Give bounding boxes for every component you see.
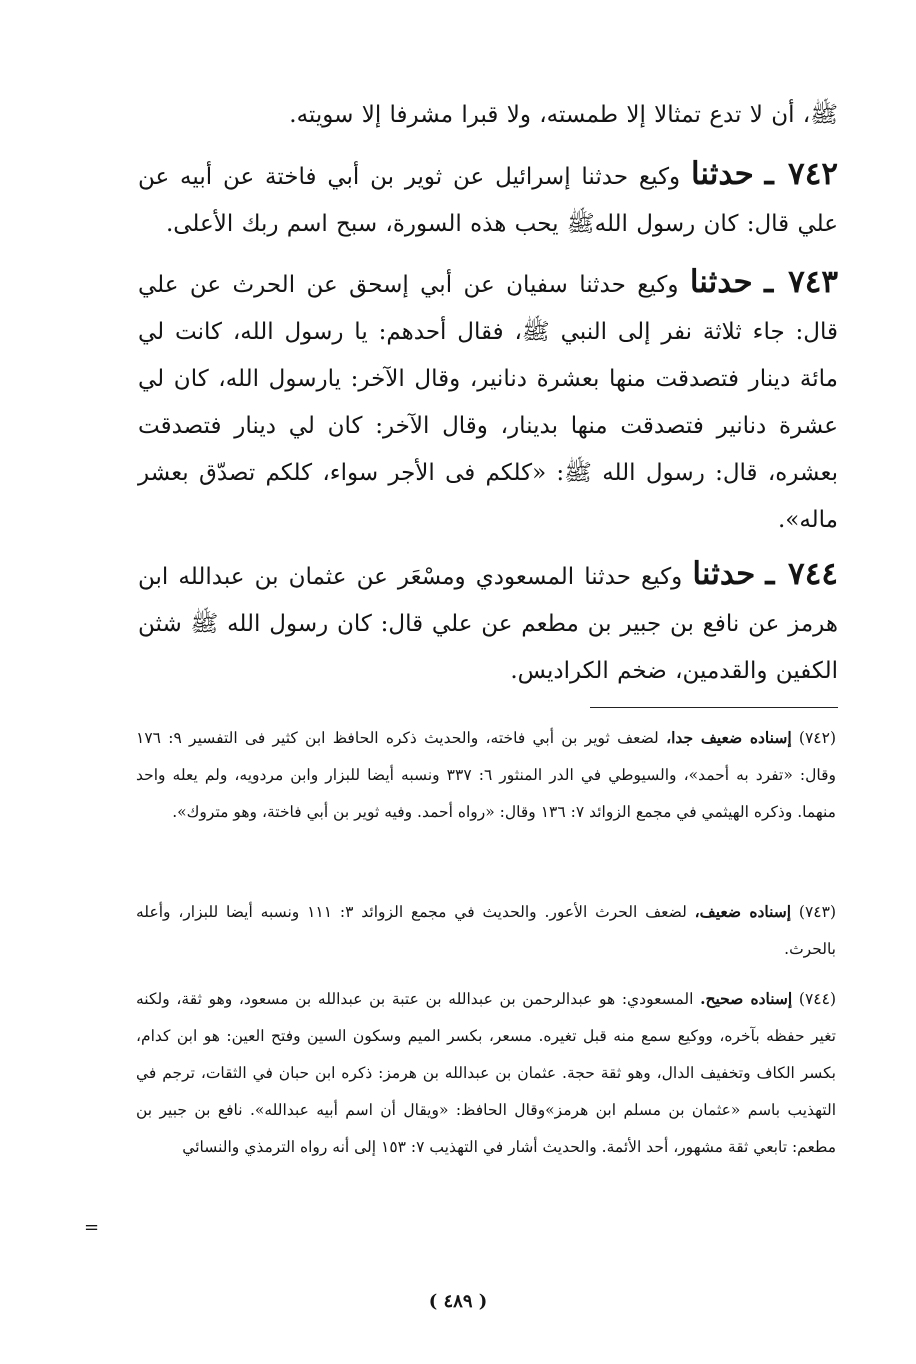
footnote-number: (٧٤٢) — [798, 729, 836, 747]
hadith-number: ٧٤٤ ـ — [765, 556, 838, 592]
footnote-number: (٧٤٤) — [798, 990, 836, 1008]
hadith-744 — [138, 551, 838, 695]
page-number: ( ٤٨٩ ) — [428, 1291, 488, 1312]
hadith-743 — [138, 259, 838, 544]
hadith-keyword: حدثنا — [692, 556, 756, 592]
footnote-744 — [136, 980, 836, 1166]
paragraph-text: ﷺ، أن لا تدع تمثالا إلا طمسته، ولا قبرا مشرفا إلا سويته. — [289, 102, 838, 128]
footnote-text: المسعودي: هو عبدالرحمن بن عبدالله بن عتبة بن عبدالله بن مسعود، وهو ثقة، ولكنه تغير حفظه بآخره، ووكيع سمع منه قبل تغيره. مسعر، بكسر الميم وسكون السين وفتح العين: هو ابن كدام، بكسر الكاف وتخفيف الدال، وهو ثقة حجة. عثمان بن عبدالله بن هرمز: ذكره ابن حبان في الثقات، ترجم في التهذيب باسم «عثمان بن مسلم ابن هرمز»وقال الحافظ: «ويقال أن اسم أبيه عبدالله». نافع بن جبير بن مطعم: تابعي ثقة مشهور، أحد الأئمة. والحديث أشار في التهذيب ٧: ١٥٣ إلى أنه رواه الترمذي والنسائي — [136, 990, 836, 1156]
footnote-742 — [136, 719, 836, 831]
footnote-743 — [136, 893, 836, 968]
hadith-keyword: حدثنا — [689, 264, 753, 300]
hadith-text: وكيع حدثنا المسعودي ومسْعَر عن عثمان بن عبدالله ابن هرمز عن نافع بن جبير بن مطعم عن علي قال: كان رسول الله ﷺ شثن الكفين والقدمين، ضخم الكراديس. — [138, 564, 838, 684]
hadith-number: ٧٤٢ ـ — [764, 156, 838, 192]
continuation-mark: = — [84, 1217, 100, 1238]
hadith-number: ٧٤٣ ـ — [764, 264, 839, 300]
footnote-grade: إسناده ضعيف، — [694, 902, 792, 921]
footnote-separator — [590, 707, 838, 708]
hadith-keyword: حدثنا — [690, 156, 754, 192]
hadith-text: وكيع حدثنا سفيان عن أبي إسحق عن الحرث عن علي قال: جاء ثلاثة نفر إلى النبي ﷺ، فقال أحدهم: يا رسول الله، كانت لي مائة دينار فتصدقت منها بعشرة دنانير، وقال الآخر: يارسول الله، كان لي عشرة دنانير فتصدقت منها بدينار، وقال الآخر: كان لي دينار فتصدقت بعشره، قال: رسول الله ﷺ: «كلكم فى الأجر سواء، كلكم تصدّق بعشر ماله». — [138, 272, 838, 533]
footnote-grade: إسناده ضعيف جدا، — [666, 728, 792, 747]
hadith-text: وكيع حدثنا إسرائيل عن ثوير بن أبي فاختة عن أبيه عن علي قال: كان رسول اللهﷺ يحب هذه السورة، سبح اسم ربك الأعلى. — [138, 164, 838, 237]
paragraph-741-end — [138, 92, 838, 139]
hadith-742 — [138, 151, 838, 248]
footnote-text: لضعف ثوير بن أبي فاخته، والحديث ذكره الحافظ ابن كثير فى التفسير ٩: ١٧٦ وقال: «تفرد به أحمد»، والسيوطي في الدر المنثور ٦: ٣٣٧ ونسبه أيضا للبزار وابن مردويه، ولم يعله واحد منهما. وذكره الهيثمي في مجمع الزوائد ٧: ١٣٦ وقال: «رواه أحمد. وفيه ثوير بن أبي فاختة، وهو متروك». — [136, 729, 837, 821]
footnote-grade: إسناده صحيح. — [700, 989, 793, 1008]
footnote-number: (٧٤٣) — [798, 903, 837, 921]
footnote-text: لضعف الحرث الأعور. والحديث في مجمع الزوائد ٣: ١١١ ونسبه أيضا للبزار، وأعله بالحرث. — [136, 903, 836, 958]
